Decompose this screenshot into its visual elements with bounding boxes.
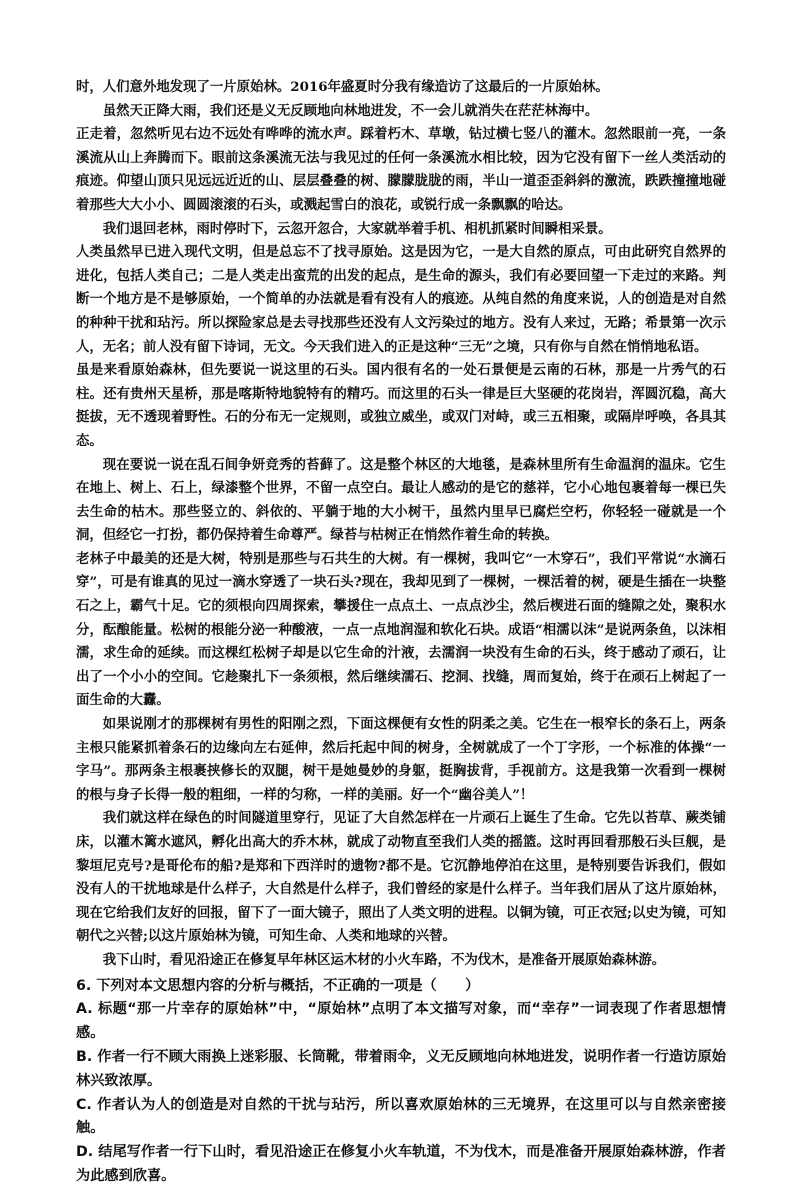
- passage-paragraph: 我们退回老林，雨时停时下，云忽开忽合，大家就举着手机、相机抓紧时间瞬相采景。: [102, 220, 612, 237]
- option-b: B. 作者一行不顾大雨换上迷彩服、长筒靴，带着雨伞，义无反顾地向林地进发，说明作者一行造访原始林兴致浓厚。: [76, 1048, 726, 1089]
- question-stem: 6. 下列对本文思想内容的分析与概括，不正确的一项是（ ）: [76, 977, 480, 994]
- passage-paragraph: 人类虽然早已进入现代文明，但是总忘不了找寻原始。这是因为它，一是大自然的原点，可由此研究自然界的进化，包括人类自己；二是人类走出蛮荒的出发的起点，是生命的源头，我们有必要回望一下走过的来路。判断一个地方是不是够原始，一个简单的办法就是看有没有人的痕迹。从纯自然的角度来说，人的创造是对自然的种种干扰和玷污。所以探险家总是去寻找那些还没有人文污染过的地方。没有人来过，无路；希景第一次示人，无名；前人没有留下诗词，无文。今天我们进入的正是这种“三无”之境，只有你与自然在悄悄地私语。: [76, 244, 726, 355]
- question-6: [76, 975, 726, 1189]
- option-d: D. 结尾写作者一行下山时，看见沿途正在修复小火车轨道，不为伐木，而是准备开展原始森林游，作者为此感到欣喜。: [76, 1144, 726, 1184]
- passage-paragraph: 时，人们意外地发现了一片原始林。2016年盛夏时分我有缘造访了这最后的一片原始林。: [76, 79, 609, 95]
- reading-passage: [76, 76, 726, 973]
- passage-paragraph: 正走着，忽然听见右边不远处有哗哗的流水声。踩着朽木、草墩，钻过横七竖八的灌木。忽然眼前一亮，一条溪流从山上奔腾而下。眼前这条溪流无法与我见过的任何一条溪流水相比较，因为它没有留下一丝人类活动的痕迹。仰望山顶只见远远近近的山、层层叠叠的树、朦朦胧胧的雨，半山一道歪歪斜斜的激流，跌跌撞撞地碰着那些大大小小、圆圆滚滚的石头，或溅起雪白的浪花，或锐行成一条飘飘的哈达。: [76, 126, 726, 213]
- passage-paragraph: 我们就这样在绿色的时间隧道里穿行，见证了大自然怎样在一片顽石上诞生了生命。它先以苔草、蕨类铺床，以灌木篱水遮风，孵化出高大的乔木林，就成了动物直至我们人类的摇篮。这时再回看那般石头巨舰，是黎垣尼克号?是哥伦布的船?是郑和下西洋时的遗物?都不是。它沉静地停泊在这里，是特别要告诉我们，假如没有人的干扰地球是什么样子，大自然是什么样子，我们曾经的家是什么样子。当年我们居从了这片原始林，现在它给我们友好的回报，留下了一面大镜子，照出了人类文明的进程。以铜为镜，可正衣冠;以史为镜，可知朝代之兴替;以这片原始林为镜，可知生命、人类和地球的兴替。: [76, 810, 726, 945]
- passage-paragraph: 我下山时，看见沿途正在修复早年林区运木材的小火车路，不为伐木，是准备开展原始森林游。: [102, 951, 666, 968]
- passage-paragraph: 老林子中最美的还是大树，特别是那些与石共生的大树。有一棵树，我叫它“一木穿石”，我们平常说“水滴石穿”，可是有谁真的见过一滴水穿透了一块石头?现在，我却见到了一棵树，一棵活着的树，硬是生插在一块整石之上，霸气十足。它的须根向四周探索，攀援住一点点土、一点点沙尘，然后楔进石面的缝隙之处，聚积水分，酝酿能量。松树的根能分泌一种酸液，一点一点地润湿和软化石块。成语“相濡以沫”是说两条鱼，以沫相濡，求生命的延续。而这棵红松树子却是以它生命的汁液，去濡润一块没有生命的石头，终于感动了顽石，让出了一个小小的空间。它趁聚扎下一条须根，然后继续濡石、挖洞、找缝，周而复始，终于在顽石上树起了一面生命的大纛。: [76, 550, 726, 709]
- passage-paragraph: 虽是来看原始森林，但先要说一说这里的石头。国内很有名的一处石景便是云南的石林，那是一片秀气的石柱。还有贵州天星桥，那是喀斯特地貌特有的精巧。而这里的石头一律是巨大坚硬的花岗岩，浑圆沉稳，高大挺拔，无不透现着野性。石的分布无一定规则，或独立威坐，或双门对峙，或三五相聚，或隔岸呼唤，各具其态。: [76, 362, 726, 449]
- document-page: [76, 76, 726, 1189]
- passage-paragraph: 现在要说一说在乱石间争妍竞秀的苔藓了。这是整个林区的大地毯，是森林里所有生命温润的温床。它生在地上、树上、石上，绿漆整个世界，不留一点空白。最让人感动的是它的慈祥，它小心地包裹着每一棵已失去生命的枯木。那些竖立的、斜依的、平躺于地的大小树干，虽然内里早已腐烂空朽，你轻轻一碰就是一个洞，但经它一打扮，都仍保持着生命尊严。绿苔与枯树正在悄然作着生命的转换。: [76, 456, 726, 544]
- passage-paragraph: 虽然天正降大雨，我们还是义无反顾地向林地进发，不一会儿就消失在茫茫林海中。: [102, 102, 599, 119]
- passage-paragraph: 如果说刚才的那棵树有男性的阳刚之烈，下面这棵便有女性的阴柔之美。它生在一根窄长的条石上，两条主根只能紧抓着条石的边缘向左右延伸，然后托起中间的树身，全树就成了一个丁字形，一个标准的体操“一字马”。那两条主根裹挟修长的双腿，树干是她曼妙的身躯，挺胸拔背，手视前方。这是我第一次看到一棵树的根与身子长得一般的粗细，一样的匀称，一样的美丽。好一个“幽谷美人”！: [76, 716, 726, 803]
- option-c: C. 作者认为人的创造是对自然的干扰与玷污，所以喜欢原始林的三无境界，在这里可以与自然亲密接触。: [76, 1096, 726, 1137]
- option-a: A. 标题“那一片幸存的原始林”中，“原始林”点明了本文描写对象，而“幸存”一词表现了作者思想情感。: [76, 1001, 726, 1042]
